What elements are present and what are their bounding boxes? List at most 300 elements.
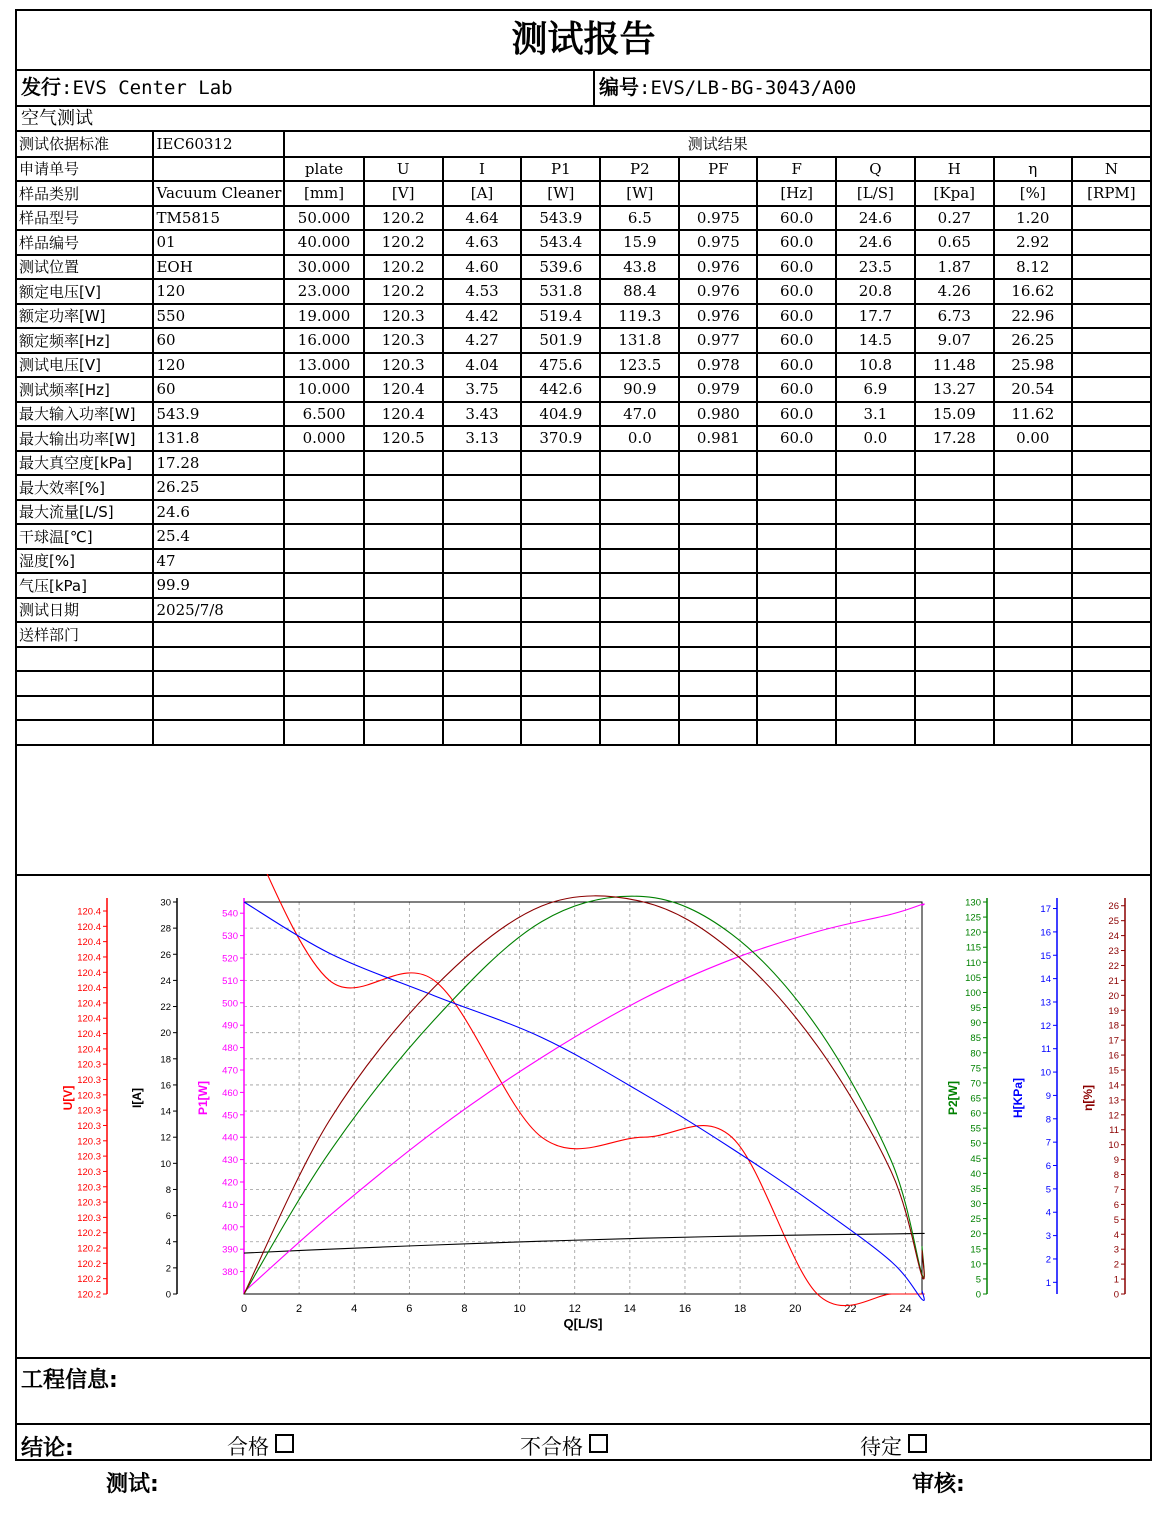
column-unit: [V] [364,181,443,206]
axis-tick-label: 14 [1108,1080,1119,1092]
axis-tick-label: 5 [1045,1184,1051,1196]
result-cell: 43.8 [600,255,679,280]
info-value: 47 [153,549,284,574]
result-cell [1072,720,1150,745]
fail-label: 不合格 [520,1435,583,1459]
info-value: 2025/7/8 [153,598,284,623]
result-cell: 13.27 [915,377,994,402]
result-cell [679,573,757,598]
result-cell [521,475,600,500]
result-cell: 90.9 [600,377,679,402]
result-cell [994,622,1072,647]
result-cell [364,720,443,745]
result-cell: 40.000 [284,230,363,255]
info-label: 测试频率[Hz] [17,377,153,402]
axis-tick-label: 6 [1045,1161,1051,1173]
fail-checkbox[interactable] [589,1434,608,1453]
result-cell [443,524,522,549]
axis-tick-label: 430 [222,1155,238,1167]
result-cell: 4.04 [443,353,522,378]
report-title: 测试报告 [17,11,1150,71]
axis-tick-label: 1 [1113,1274,1119,1286]
column-header: P1 [521,157,600,182]
result-cell [757,524,836,549]
blank-row [17,846,1150,876]
axis-tick-label: 18 [1108,1020,1119,1032]
result-cell: 119.3 [600,304,679,329]
result-cell [679,500,757,525]
axis-tick-label: 390 [222,1244,238,1256]
column-header: PF [679,157,757,182]
result-cell [364,671,443,696]
axis-tick-label: 120.3 [77,1105,101,1117]
result-cell [1072,451,1150,476]
axis-tick-label: 25 [1108,916,1119,928]
series-line-u [244,874,924,1306]
info-value: TM5815 [153,206,284,231]
table-row [17,647,1150,672]
axis-tick-label: 120.3 [77,1059,101,1071]
issuer-value: :EVS Center Lab [61,77,233,99]
result-cell [757,720,836,745]
axis-tick-label: 120.2 [77,1274,101,1286]
result-cell: 0.27 [915,206,994,231]
result-cell [915,622,994,647]
x-tick-label: 20 [789,1303,802,1315]
result-cell: 3.1 [836,402,915,427]
result-cell [443,500,522,525]
table-row [17,696,1150,721]
result-cell [1072,647,1150,672]
column-header: I [443,157,522,182]
result-cell [679,524,757,549]
axis-tick-label: 6 [1113,1199,1119,1211]
result-cell: 120.2 [364,255,443,280]
result-cell [836,500,915,525]
info-value: 25.4 [153,524,284,549]
result-cell: 543.9 [521,206,600,231]
result-cell [994,598,1072,623]
result-cell: 120.5 [364,426,443,451]
result-cell: 25.98 [994,353,1072,378]
axis-tick-label: 500 [222,998,238,1010]
result-cell [679,451,757,476]
result-cell [757,622,836,647]
result-cell: 501.9 [521,328,600,353]
axis-tick-label: 55 [970,1123,981,1135]
result-cell [679,622,757,647]
info-value: 01 [153,230,284,255]
results-table [17,132,1150,746]
result-cell: 60.0 [757,255,836,280]
axis-tick-label: 17 [1108,1035,1119,1047]
result-cell [679,720,757,745]
result-cell: 20.54 [994,377,1072,402]
axis-tick-label: 120.2 [77,1228,101,1240]
table-row [17,304,1150,329]
axis-tick-label: 18 [160,1054,171,1066]
result-cell: 120.2 [364,279,443,304]
result-cell [284,475,363,500]
result-cell [600,524,679,549]
axis-tick-label: 130 [965,897,981,909]
axis-tick-label: 3 [1113,1244,1119,1256]
column-unit: [W] [521,181,600,206]
result-cell: 60.0 [757,377,836,402]
reviewer-label: 审核: [912,1472,965,1497]
result-cell [521,622,600,647]
axis-tick-label: 440 [222,1132,238,1144]
result-cell [284,549,363,574]
info-value: 60 [153,328,284,353]
axis-tick-label: 120.4 [77,1029,101,1041]
result-cell [915,671,994,696]
result-cell: 17.28 [915,426,994,451]
axis-tick-label: 16 [1108,1050,1119,1062]
table-row [17,181,1150,206]
result-cell [836,696,915,721]
table-row [17,206,1150,231]
axis-tick-label: 125 [965,912,981,924]
result-cell [443,696,522,721]
axis-tick-label: 15 [1108,1065,1119,1077]
result-cell: 3.75 [443,377,522,402]
axis-tick-label: 7 [1113,1184,1119,1196]
result-cell [994,720,1072,745]
info-label: 额定频率[Hz] [17,328,153,353]
result-cell: 14.5 [836,328,915,353]
result-cell [915,598,994,623]
column-unit: [%] [994,181,1072,206]
result-cell [1072,500,1150,525]
axis-tick-label: 380 [222,1267,238,1279]
info-label [17,720,153,745]
axis-tick-label: 115 [965,942,981,954]
axis-tick-label: 12 [160,1132,171,1144]
result-cell [836,524,915,549]
axis-tick-label: 120.4 [77,906,101,918]
info-label [17,647,153,672]
result-cell: 0.980 [679,402,757,427]
pass-checkbox[interactable] [275,1434,294,1453]
axis-tick-label: 10 [970,1259,981,1271]
result-cell [364,622,443,647]
result-cell: 0.65 [915,230,994,255]
result-cell: 19.000 [284,304,363,329]
result-cell [443,598,522,623]
result-cell [994,549,1072,574]
result-cell: 50.000 [284,206,363,231]
axis-tick-label: 35 [970,1183,981,1195]
result-cell: 0.979 [679,377,757,402]
result-cell [1072,255,1150,280]
axis-tick-label: 420 [222,1177,238,1189]
result-cell [994,647,1072,672]
result-cell [443,720,522,745]
result-cell [284,696,363,721]
axis-tick-label: 120.3 [77,1151,101,1163]
table-row [17,622,1150,647]
result-cell: 24.6 [836,206,915,231]
info-label: 送样部门 [17,622,153,647]
info-label: 干球温[℃] [17,524,153,549]
axis-tick-label: 19 [1108,1005,1119,1017]
result-cell: 23.5 [836,255,915,280]
info-label: 测试电压[V] [17,353,153,378]
table-row [17,328,1150,353]
result-cell: 24.6 [836,230,915,255]
result-cell [836,720,915,745]
result-cell: 22.96 [994,304,1072,329]
result-cell [1072,598,1150,623]
axis-tick-label: 10 [1040,1067,1051,1079]
result-cell [364,647,443,672]
info-value: Vacuum Cleaner [153,181,284,206]
axis-tick-label: 1 [1045,1277,1051,1289]
axis-label: η[%] [1081,1085,1095,1111]
result-cell [364,475,443,500]
result-cell: 4.26 [915,279,994,304]
pass-option[interactable] [227,1431,294,1461]
info-value: EOH [153,255,284,280]
axis-tick-label: 14 [1040,974,1051,986]
result-cell [1072,206,1150,231]
axis-tick-label: 4 [1045,1207,1051,1219]
axis-tick-label: 20 [1108,990,1119,1002]
engineering-label: 工程信息: [21,1368,118,1393]
result-cell: 0.000 [284,426,363,451]
axis-tick-label: 120.3 [77,1212,101,1224]
table-row [17,230,1150,255]
result-cell: 4.64 [443,206,522,231]
column-header: plate [284,157,363,182]
axis-label: H[KPa] [1011,1077,1025,1119]
pending-checkbox[interactable] [908,1434,927,1453]
axis-tick-label: 13 [1108,1095,1119,1107]
info-value [153,720,284,745]
info-label: 测试位置 [17,255,153,280]
axis-tick-label: 26 [1108,901,1119,913]
axis-tick-label: 12 [1040,1020,1051,1032]
axis-tick-label: 11 [1041,1044,1051,1056]
result-cell: 11.62 [994,402,1072,427]
axis-tick-label: 40 [970,1168,981,1180]
result-cell: 47.0 [600,402,679,427]
column-header: P2 [600,157,679,182]
axis-tick-label: 410 [222,1199,238,1211]
axis-tick-label: 20 [160,1028,171,1040]
result-cell [1072,524,1150,549]
result-cell: 3.43 [443,402,522,427]
result-cell: 6.9 [836,377,915,402]
axis-tick-label: 22 [160,1002,171,1014]
result-cell [600,475,679,500]
axis-tick-label: 70 [970,1078,981,1090]
column-header: η [994,157,1072,182]
result-cell [679,549,757,574]
result-cell [757,573,836,598]
axis-tick-label: 120.4 [77,967,101,979]
info-label: 额定电压[V] [17,279,153,304]
column-header: F [757,157,836,182]
axis-tick-label: 0 [1113,1289,1119,1301]
result-cell: 13.000 [284,353,363,378]
info-label: 样品型号 [17,206,153,231]
result-cell: 88.4 [600,279,679,304]
axis-tick-label: 30 [970,1199,981,1211]
result-cell [521,500,600,525]
result-cell: 16.000 [284,328,363,353]
fail-option[interactable] [520,1431,608,1461]
result-cell [600,671,679,696]
result-cell [757,451,836,476]
x-tick-label: 0 [240,1303,248,1315]
axis-label: P1[W] [196,1081,210,1115]
table-row [17,426,1150,451]
table-row [17,279,1150,304]
axis-tick-label: 120.3 [77,1197,101,1209]
result-cell: 0.976 [679,279,757,304]
result-cell [1072,377,1150,402]
axis-tick-label: 2 [1045,1254,1051,1266]
axis-tick-label: 24 [1108,931,1119,943]
result-cell: 0.978 [679,353,757,378]
axis-tick-label: 25 [970,1214,981,1226]
result-cell: 120.3 [364,304,443,329]
result-cell [915,549,994,574]
result-cell [994,671,1072,696]
result-cell [443,451,522,476]
info-label: 样品编号 [17,230,153,255]
axis-tick-label: 4 [1113,1229,1119,1241]
result-cell [443,549,522,574]
result-cell [994,573,1072,598]
result-cell: 475.6 [521,353,600,378]
result-cell [364,573,443,598]
info-value [153,647,284,672]
result-cell [1072,304,1150,329]
result-cell: 1.87 [915,255,994,280]
result-cell: 60.0 [757,230,836,255]
info-label: 测试日期 [17,598,153,623]
results-header: 测试结果 [284,132,1150,157]
result-cell [836,671,915,696]
axis-tick-label: 105 [965,972,981,984]
axis-tick-label: 120.2 [77,1289,101,1301]
conclusion-label: 结论: [21,1436,74,1461]
result-cell: 0.976 [679,255,757,280]
axis-tick-label: 8 [165,1184,171,1196]
column-unit: [Hz] [757,181,836,206]
axis-tick-label: 120.2 [77,1258,101,1270]
column-unit: [mm] [284,181,363,206]
result-cell: 1.20 [994,206,1072,231]
result-cell: 16.62 [994,279,1072,304]
result-cell: 4.53 [443,279,522,304]
result-cell [600,622,679,647]
performance-chart [17,874,1150,1359]
column-unit: [RPM] [1072,181,1150,206]
conclusion-row [17,1423,1150,1461]
standard-row [17,132,1150,157]
axis-tick-label: 80 [970,1048,981,1060]
axis-tick-label: 120.4 [77,952,101,964]
result-cell: 60.0 [757,328,836,353]
x-axis-label: Q[L/S] [563,1316,603,1331]
pending-option[interactable] [860,1431,927,1461]
result-cell [757,598,836,623]
info-label: 气压[kPa] [17,573,153,598]
table-row [17,598,1150,623]
result-cell [836,475,915,500]
info-label: 最大流量[L/S] [17,500,153,525]
result-cell [915,696,994,721]
table-row [17,549,1150,574]
result-cell: 0.977 [679,328,757,353]
result-cell: 519.4 [521,304,600,329]
axis-tick-label: 23 [1108,946,1119,958]
result-cell [443,647,522,672]
x-tick-label: 4 [351,1303,358,1315]
result-cell [284,573,363,598]
column-header: Q [836,157,915,182]
result-cell: 539.6 [521,255,600,280]
result-cell: 4.27 [443,328,522,353]
result-cell [679,671,757,696]
result-cell [836,573,915,598]
result-cell [1072,696,1150,721]
x-tick-label: 16 [678,1303,692,1315]
result-cell [757,475,836,500]
result-cell: 120.2 [364,206,443,231]
table-row [17,451,1150,476]
result-cell [915,720,994,745]
result-cell [1072,573,1150,598]
result-cell: 60.0 [757,402,836,427]
axis-tick-label: 10 [160,1158,171,1170]
result-cell [364,500,443,525]
result-cell [836,598,915,623]
info-value: 550 [153,304,284,329]
standard-label: 测试依据标准 [17,132,153,157]
result-cell [364,549,443,574]
axis-tick-label: 4 [165,1237,171,1249]
number-cell [595,69,1152,105]
axis-tick-label: 28 [160,923,171,935]
info-value [153,622,284,647]
result-cell [284,647,363,672]
axis-tick-label: 50 [970,1138,981,1150]
result-cell [1072,353,1150,378]
standard-value: IEC60312 [153,132,284,157]
result-cell: 120.3 [364,328,443,353]
axis-tick-label: 120.4 [77,937,101,949]
result-cell: 26.25 [994,328,1072,353]
column-header: U [364,157,443,182]
table-row [17,157,1150,182]
info-value [153,696,284,721]
info-label: 最大效率[%] [17,475,153,500]
x-tick-label: 8 [461,1303,468,1315]
result-cell [284,720,363,745]
axis-tick-label: 110 [965,957,981,969]
info-value: 543.9 [153,402,284,427]
axis-tick-label: 100 [965,987,981,999]
result-cell: 543.4 [521,230,600,255]
axis-tick-label: 30 [160,897,171,909]
result-cell [757,696,836,721]
axis-tick-label: 120.3 [77,1090,101,1102]
